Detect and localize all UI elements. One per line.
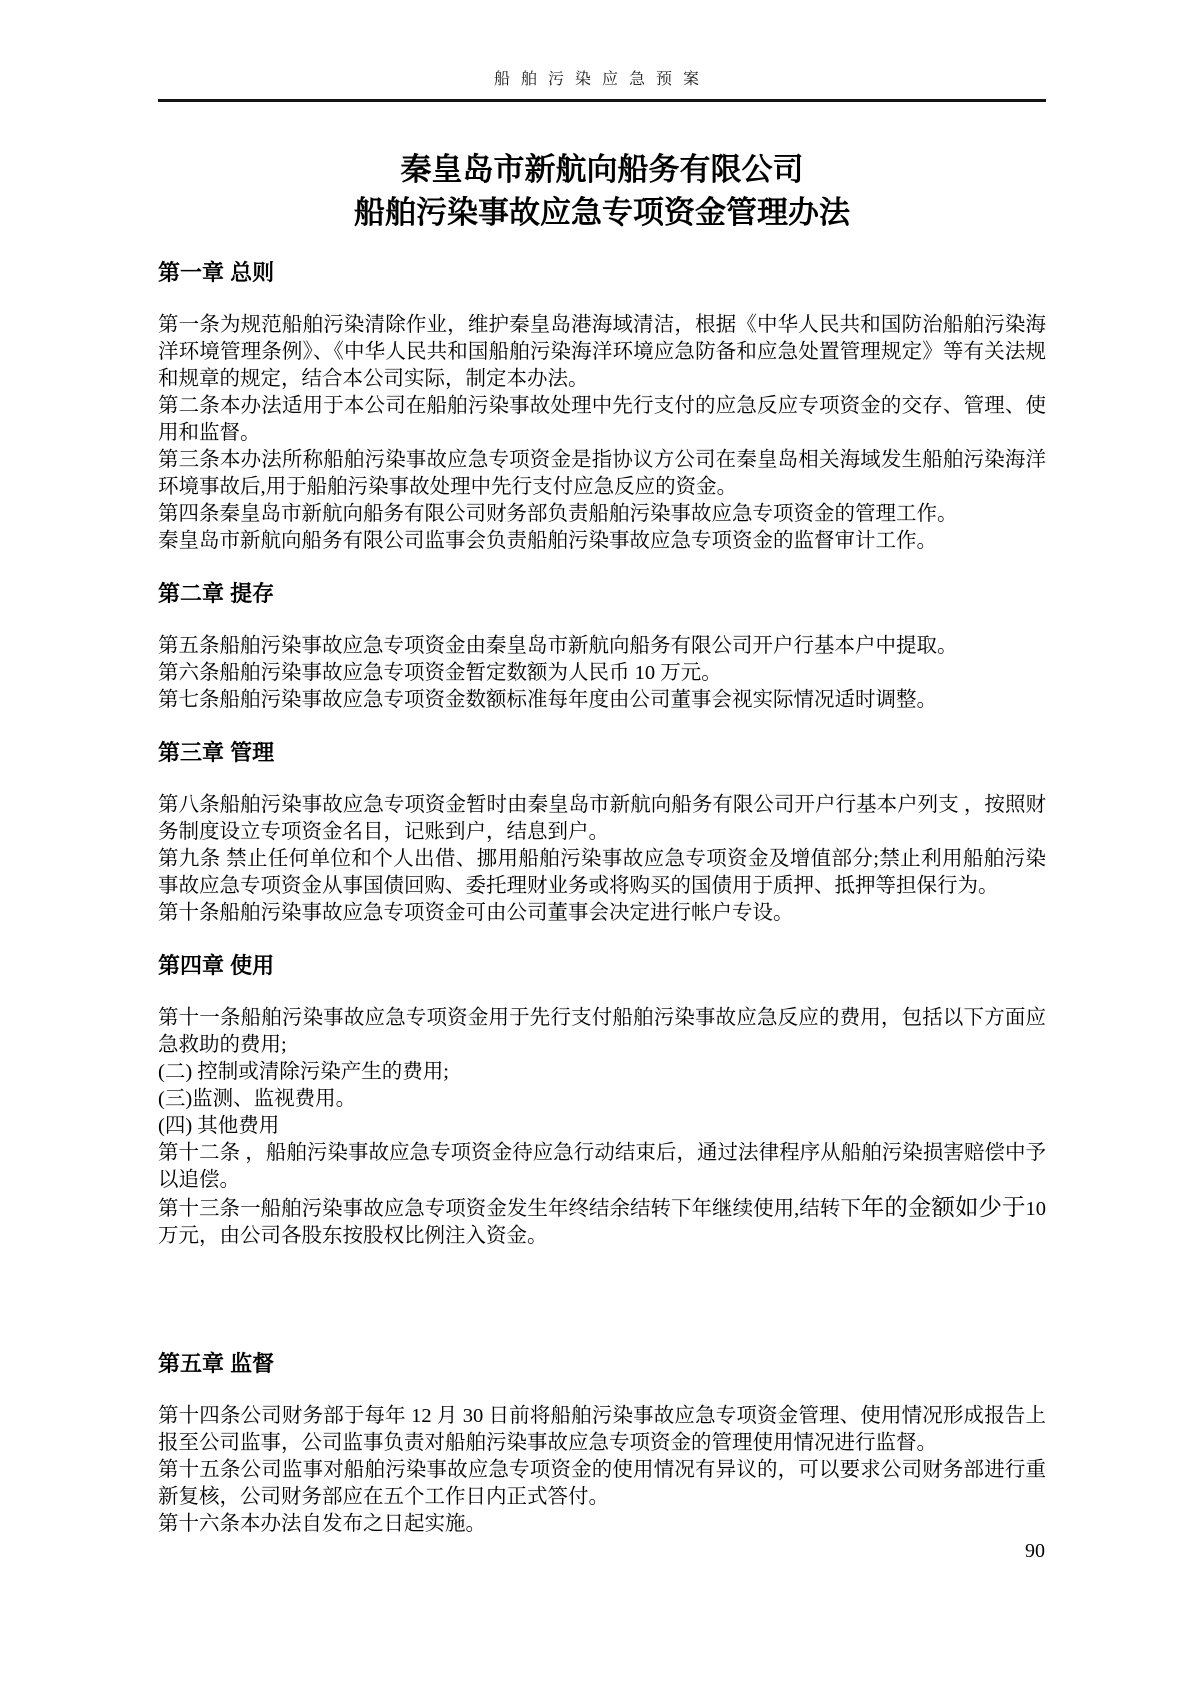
article-paragraph: 第十二条 ，船舶污染事故应急专项资金待应急行动结束后，通过法律程序从船舶污染损害赔偿中予以追偿。: [158, 1142, 1046, 1191]
article-paragraph: (四) 其他费用: [158, 1115, 280, 1137]
running-header: [158, 66, 1046, 102]
article-paragraph: 第十四条公司财务部于每年 12 月 30 日前将船舶污染事故应急专项资金管理、使用情况形成报告上报至公司监事，公司监事负责对船舶污染事故应急专项资金的管理使用情况进行监督。: [158, 1405, 1046, 1454]
article-paragraph: 第十六条本办法自发布之日起实施。: [158, 1513, 486, 1535]
article-paragraph: 第九条 禁止任何单位和个人出借、挪用船舶污染事故应急专项资金及增值部分;禁止利用船舶污染事故应急专项资金从事国债回购、委托理财业务或将购买的国债用于质押、抵押等担保行为。: [158, 848, 1046, 897]
page-number: 90: [1025, 1540, 1045, 1562]
article-paragraph: 第七条船舶污染事故应急专项资金数额标准每年度由公司董事会视实际情况适时调整。: [158, 689, 937, 711]
article-13-emphasis: 年的金额如少于: [860, 1193, 1026, 1221]
article-paragraph: (二) 控制或清除污染产生的费用;: [158, 1061, 449, 1083]
chapter-heading-2: 第二章 提存: [158, 581, 275, 606]
article-paragraph: 第十条船舶污染事故应急专项资金可由公司董事会决定进行帐户专设。: [158, 902, 794, 924]
article-13-part1: 第十三条一船舶污染事故应急专项资金发生年终结余结转下年继续使用,结转下: [158, 1198, 861, 1220]
chapter-heading-4: 第四章 使用: [158, 953, 275, 978]
article-13-part2: 10 万元，由公司各股东按股权比例注入资金。: [158, 1198, 1047, 1247]
document-title-line1: 秦皇岛市新航向船务有限公司: [400, 152, 804, 187]
article-paragraph: 第五条船舶污染事故应急专项资金由秦皇岛市新航向船务有限公司开户行基本户中提取。: [158, 635, 958, 657]
chapter-heading-5: 第五章 监督: [158, 1351, 275, 1376]
article-paragraph: 第六条船舶污染事故应急专项资金暂定数额为人民币 10 万元。: [158, 662, 722, 684]
running-header-title: 船舶污染应急预案: [493, 71, 710, 88]
chapter-heading-3: 第三章 管理: [158, 740, 275, 765]
article-paragraph: (三)监测、监视费用。: [158, 1088, 357, 1110]
article-paragraph-13: [158, 1194, 1046, 1250]
article-paragraph: 第十一条船舶污染事故应急专项资金用于先行支付船舶污染事故应急反应的费用，包括以下方面应急救助的费用;: [158, 1007, 1046, 1056]
chapter-heading-1: 第一章 总则: [158, 260, 275, 285]
document-title-line2: 船舶污染事故应急专项资金管理办法: [354, 195, 850, 230]
article-paragraph: 第十五条公司监事对船舶污染事故应急专项资金的使用情况有异议的，可以要求公司财务部进行重新复核，公司财务部应在五个工作日内正式答付。: [158, 1459, 1046, 1508]
article-paragraph: 第一条为规范船舶污染清除作业，维护秦皇岛港海域清洁，根据《中华人民共和国防治船舶污染海洋环境管理条例》、《中华人民共和国船舶污染海洋环境应急防备和应急处置管理规定》等有关法规和规章的规定，结合本公司实际，制定本办法。: [158, 314, 1046, 390]
article-paragraph: 第四条秦皇岛市新航向船务有限公司财务部负责船舶污染事故应急专项资金的管理工作。: [158, 503, 958, 525]
article-paragraph: 第二条本办法适用于本公司在船舶污染事故处理中先行支付的应急反应专项资金的交存、管理、使用和监督。: [158, 395, 1046, 444]
page-content: [158, 66, 1046, 1538]
article-paragraph: 第三条本办法所称船舶污染事故应急专项资金是指协议方公司在秦皇岛相关海域发生船舶污染海洋环境事故后,用于船舶污染事故处理中先行支付应急反应的资金。: [158, 449, 1046, 498]
article-paragraph: 秦皇岛市新航向船务有限公司监事会负责船舶污染事故应急专项资金的监督审计工作。: [158, 530, 937, 552]
article-paragraph: 第八条船舶污染事故应急专项资金暂时由秦皇岛市新航向船务有限公司开户行基本户列支 ，按照财务制度设立专项资金名目，记账到户，结息到户。: [158, 794, 1046, 843]
